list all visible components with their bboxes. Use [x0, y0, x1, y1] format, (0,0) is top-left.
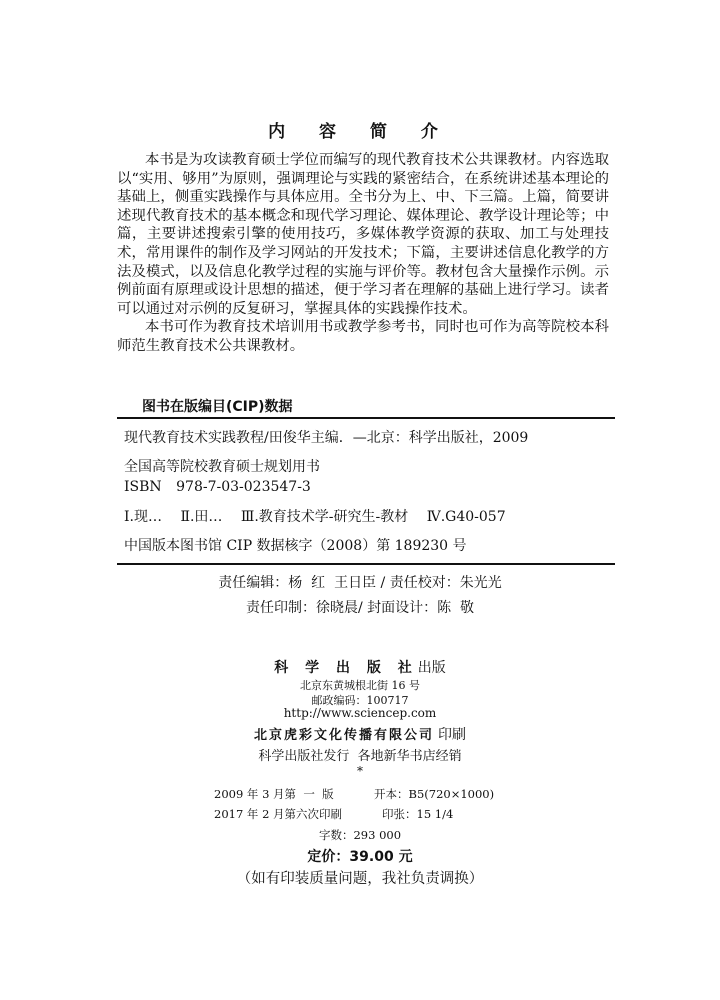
cip-top-rule: [117, 417, 615, 419]
publisher-url: http://www.sciencep.com: [283, 706, 437, 720]
printer-name: 北京虎彩文化传播有限公司: [253, 728, 434, 743]
book-format: 开本：B5(720×1000): [374, 787, 495, 801]
cip-subject-4: Ⅳ.G40-057: [426, 509, 506, 525]
word-count: 字数：293 000: [318, 828, 402, 842]
summary-body: [117, 151, 609, 356]
price: 定价：39.00 元: [307, 849, 413, 865]
cip-title-line: 现代教育技术实践教程/田俊华主编．—北京：科学出版社，2009: [124, 430, 529, 446]
summary-paragraph-1: 本书是为攻读教育硕士学位而编写的现代教育技术公共课教材。内容选取以“实用、够用”为原则，强调理论与实践的紧密结合，在系统讲述基本理论的基础上，侧重实践操作与具体应用。全书分为上、中、下三篇。上篇，简要讲述现代教育技术的基本概念和现代学习理论、媒体理论、教学设计理论等；中篇，主要讲述搜索引擎的使用技巧，多媒体教学资源的获取、加工与处理技术，常用课件的制作及学习网站的开发技术；下篇，主要讲述信息化教学的方法及模式，以及信息化教学过程的实施与评价等。教材包含大量操作示例。示例前面有原理或设计思想的描述，便于学习者在理解的基础上进行学习。读者可以通过对示例的反复研习，掌握具体的实践操作技术。: [117, 152, 609, 317]
first-edition: 2009 年 3 月第 一 版: [214, 787, 334, 801]
cip-isbn: 978-7-03-023547-3: [176, 479, 311, 495]
printer-suffix: 印刷: [438, 727, 466, 743]
publisher-line: [0, 657, 720, 677]
cip-heading: 图书在版编目(CIP)数据: [142, 399, 293, 415]
cip-isbn-line: [124, 479, 321, 495]
credits-line-1: 责任编辑：杨 红 王日臣 / 责任校对：朱光光: [218, 575, 502, 591]
cip-record: 中国版本图书馆 CIP 数据核字（2008）第 189230 号: [124, 538, 467, 554]
publisher-name: 科 学 出 版 社: [274, 660, 418, 676]
cip-series: 全国高等院校教育硕士规划用书: [124, 459, 320, 475]
credits-line-2: 责任印制：徐晓晨/ 封面设计：陈 敬: [245, 600, 475, 616]
distribution: 科学出版社发行 各地新华书店经销: [258, 749, 462, 764]
summary-paragraph-2: 本书可作为教育技术培训用书或教学参考书，同时也可作为高等院校本科师范生教育技术公共课教材。: [117, 319, 609, 354]
cip-subjects: [124, 506, 516, 526]
summary-heading: 内 容 简 介: [268, 122, 452, 142]
publisher-address: 北京东黄城根北街 16 号: [300, 679, 420, 692]
cip-subject-2: Ⅱ.田…: [180, 509, 223, 525]
print-sheets: 印张：15 1/4: [382, 807, 454, 821]
reprint-info: 2017 年 2 月第六次印刷: [214, 807, 343, 821]
publisher-postcode: 邮政编码：100717: [311, 694, 409, 707]
printer-line: [0, 724, 720, 744]
separator-star: *: [357, 764, 363, 778]
cip-subject-1: Ⅰ.现…: [124, 509, 162, 525]
publisher-suffix: 出版: [417, 660, 446, 676]
cip-bottom-rule: [117, 563, 615, 565]
quality-note: （如有印装质量问题，我社负责调换）: [236, 871, 484, 887]
cip-isbn-label: ISBN: [124, 479, 162, 495]
cip-subject-3: Ⅲ.教育技术学-研究生-教材: [240, 509, 409, 525]
